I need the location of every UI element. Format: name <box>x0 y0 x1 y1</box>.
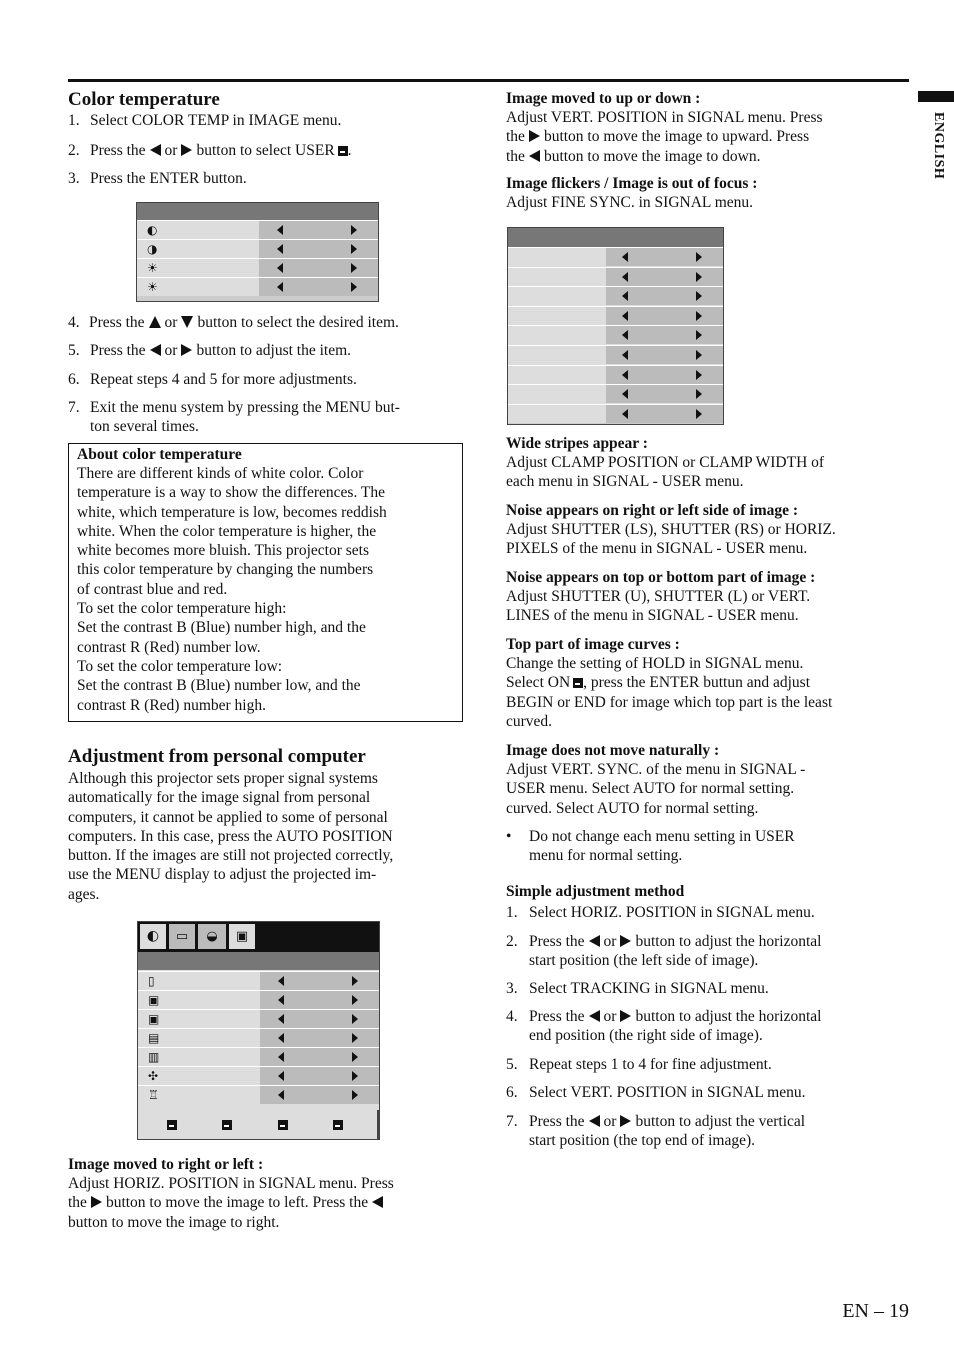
left-arrow-icon <box>622 272 628 282</box>
menu-row <box>508 306 723 326</box>
enter-icon <box>167 1120 177 1130</box>
right-arrow-icon <box>352 995 358 1005</box>
moved-ud-text: Adjust VERT. POSITION in SIGNAL menu. Press the button to move the image to upward. Press the button to move the image to down. <box>506 109 823 165</box>
left-arrow-icon <box>622 350 628 360</box>
noise-rl-title: Noise appears on right or left side of image : <box>506 502 799 519</box>
left-arrow-icon <box>622 330 628 340</box>
adjust-pc-text: Although this projector sets proper signal systems automatically for the image signal from personal computers, it cannot be applied to some of personal computers. In this case, press the AUTO POSITION button. If the images are still not projected correctly, use the MENU display to adjust the projected im- ages. <box>68 770 394 903</box>
right-arrow-icon <box>352 976 358 986</box>
right-arrow-icon <box>352 1071 358 1081</box>
menu-header <box>137 203 378 220</box>
flicker-text: Adjust FINE SYNC. in SIGNAL menu. <box>506 194 754 211</box>
menu-row <box>138 1085 379 1104</box>
left-arrow-icon <box>622 389 628 399</box>
menu-footer <box>138 1110 379 1139</box>
frame-icon: ▣ <box>148 993 160 1007</box>
about-box-title: About color temperature <box>77 446 242 463</box>
color-temp-title: Color temperature <box>68 89 220 110</box>
right-arrow-icon <box>620 1010 631 1022</box>
menu-row <box>137 239 378 258</box>
left-arrow-icon <box>622 311 628 321</box>
enter-icon <box>222 1120 232 1130</box>
clamp-icon: ✣ <box>148 1069 159 1083</box>
right-arrow-icon <box>351 244 357 254</box>
not-naturally-title: Image does not move naturally : <box>506 742 720 759</box>
menu-row <box>508 267 723 287</box>
projector-tab-icon: ◒ <box>198 924 226 949</box>
curves-text: Change the setting of HOLD in SIGNAL menu. Select ON , press the ENTER buttun and adjust BEGIN or END for image which top part is the least curved. <box>506 655 833 730</box>
menu-row <box>508 325 723 345</box>
down-arrow-icon <box>181 316 193 328</box>
simple-step-7: 7. Press the or button to adjust the vertical start position (the top end of image). <box>506 1113 806 1149</box>
left-arrow-icon <box>589 935 600 947</box>
about-box-text: There are different kinds of white color. Color temperature is a way to show the differences. The white, which temperature is low, becomes reddish white. When the color temperature is higher, the white becomes more bluish. This projector sets this color temperature by changing the numbers of contrast blue and red. To set the color temperature high: Set the contrast B (Blue) number high, and the contrast R (Red) number low. To set the color temperature low: Set the contrast B (Blue) number low, and the contrast R (Red) number high. <box>77 465 387 714</box>
position-icon: ▯ <box>148 974 155 988</box>
menu-row <box>137 258 378 277</box>
right-arrow-icon <box>529 130 540 142</box>
left-arrow-icon <box>150 344 161 356</box>
moved-rl-text: Adjust HORIZ. POSITION in SIGNAL menu. Press the button to move the image to left. Press the button to move the image to right. <box>68 1175 394 1231</box>
menu-row <box>137 220 378 239</box>
enter-icon <box>573 678 583 688</box>
left-arrow-icon <box>278 1033 284 1043</box>
moved-ud-title: Image moved to up or down : <box>506 90 701 107</box>
sun-icon: ☀ <box>147 261 158 275</box>
frame-icon: ▣ <box>148 1012 160 1026</box>
left-arrow-icon <box>278 1014 284 1024</box>
right-arrow-icon <box>696 409 702 419</box>
right-arrow-icon <box>352 1014 358 1024</box>
sync-icon: ▥ <box>148 1050 160 1064</box>
right-arrow-icon <box>696 272 702 282</box>
right-arrow-icon <box>696 291 702 301</box>
moved-rl-title: Image moved to right or left : <box>68 1156 264 1173</box>
menu-row <box>137 277 378 296</box>
menu-row <box>508 345 723 365</box>
noise-rl-text: Adjust SHUTTER (LS), SHUTTER (RS) or HORIZ. PIXELS of the menu in SIGNAL - USER menu. <box>506 521 836 558</box>
left-arrow-icon <box>622 291 628 301</box>
right-arrow-icon <box>352 1090 358 1100</box>
wide-stripes-text: Adjust CLAMP POSITION or CLAMP WIDTH of each menu in SIGNAL - USER menu. <box>506 454 825 491</box>
noise-tb-text: Adjust SHUTTER (U), SHUTTER (L) or VERT. LINES of the menu in SIGNAL - USER menu. <box>506 588 811 625</box>
sun-icon: ☀ <box>147 280 158 294</box>
left-arrow-icon <box>277 225 283 235</box>
bullet-note: • Do not change each menu setting in USER menu for normal setting. <box>506 828 795 864</box>
menu-row <box>508 365 723 385</box>
left-arrow-icon <box>622 252 628 262</box>
adjust-pc-title: Adjustment from personal computer <box>68 746 366 767</box>
not-naturally-text: Adjust VERT. SYNC. of the menu in SIGNAL - USER menu. Select AUTO for normal setting. curved. Select AUTO for normal setting. <box>506 761 806 817</box>
menu-row <box>138 971 379 990</box>
hold-icon: ♖ <box>148 1088 159 1102</box>
enter-icon <box>278 1120 288 1130</box>
flicker-title: Image flickers / Image is out of focus : <box>506 175 758 192</box>
fine-sync-menu <box>507 227 724 425</box>
left-arrow-icon <box>278 1052 284 1062</box>
right-arrow-icon <box>352 1033 358 1043</box>
color-temp-menu <box>136 202 379 302</box>
right-arrow-icon <box>696 330 702 340</box>
curves-title: Top part of image curves : <box>506 636 680 653</box>
signal-tab-icon: ▣ <box>229 924 255 949</box>
right-arrow-icon <box>620 1115 631 1127</box>
right-arrow-icon <box>181 144 192 156</box>
signal-menu-tabs <box>138 922 379 952</box>
right-arrow-icon <box>696 389 702 399</box>
english-tab-label: ENGLISH <box>931 112 946 180</box>
signal-menu <box>137 921 380 1140</box>
menu-row <box>138 1009 379 1028</box>
right-arrow-icon <box>696 252 702 262</box>
right-arrow-icon <box>352 1052 358 1062</box>
menu-row <box>508 286 723 306</box>
left-arrow-icon <box>278 1090 284 1100</box>
left-arrow-icon <box>277 263 283 273</box>
half-circle-icon: ◐ <box>147 223 158 237</box>
right-arrow-icon <box>696 350 702 360</box>
simple-step-4: 4. Press the or button to adjust the horizontal end position (the right side of image). <box>506 1008 822 1044</box>
right-arrow-icon <box>91 1196 102 1208</box>
left-arrow-icon <box>277 244 283 254</box>
menu-row <box>138 1066 379 1085</box>
menu-header <box>508 228 723 247</box>
menu-row <box>508 404 723 424</box>
top-rule <box>68 79 909 82</box>
ct-step-7: 7. Exit the menu system by pressing the MENU but- ton several times. <box>68 399 400 435</box>
page-number: EN – 19 <box>842 1300 909 1322</box>
left-arrow-icon <box>529 150 540 162</box>
right-arrow-icon <box>696 370 702 380</box>
half-circle-icon: ◑ <box>147 242 158 256</box>
english-tab-bar <box>918 91 954 102</box>
left-arrow-icon <box>622 409 628 419</box>
left-arrow-icon <box>278 995 284 1005</box>
menu-row <box>138 990 379 1009</box>
left-arrow-icon <box>622 370 628 380</box>
wide-stripes-title: Wide stripes appear : <box>506 435 648 452</box>
right-arrow-icon <box>351 282 357 292</box>
left-arrow-icon <box>277 282 283 292</box>
left-arrow-icon <box>278 976 284 986</box>
left-arrow-icon <box>150 144 161 156</box>
right-arrow-icon <box>351 225 357 235</box>
menu-row <box>508 384 723 404</box>
left-arrow-icon <box>589 1010 600 1022</box>
right-arrow-icon <box>620 935 631 947</box>
noise-tb-title: Noise appears on top or bottom part of image : <box>506 569 816 586</box>
screen-tab-icon: ▭ <box>169 924 195 949</box>
tracking-icon: ▤ <box>148 1031 160 1045</box>
menu-row <box>138 1047 379 1066</box>
menu-row <box>508 247 723 267</box>
menu-row <box>138 1028 379 1047</box>
enter-icon <box>333 1120 343 1130</box>
right-arrow-icon <box>181 344 192 356</box>
right-arrow-icon <box>696 311 702 321</box>
menu-header <box>138 952 379 970</box>
simple-step-2: 2. Press the or button to adjust the horizontal start position (the left side of image). <box>506 933 822 969</box>
right-arrow-icon <box>351 263 357 273</box>
left-arrow-icon <box>589 1115 600 1127</box>
image-tab-icon: ◐ <box>140 924 166 949</box>
left-arrow-icon <box>372 1196 383 1208</box>
up-arrow-icon <box>149 316 161 328</box>
left-arrow-icon <box>278 1071 284 1081</box>
enter-icon <box>338 146 348 156</box>
simple-adjust-title: Simple adjustment method <box>506 883 685 900</box>
